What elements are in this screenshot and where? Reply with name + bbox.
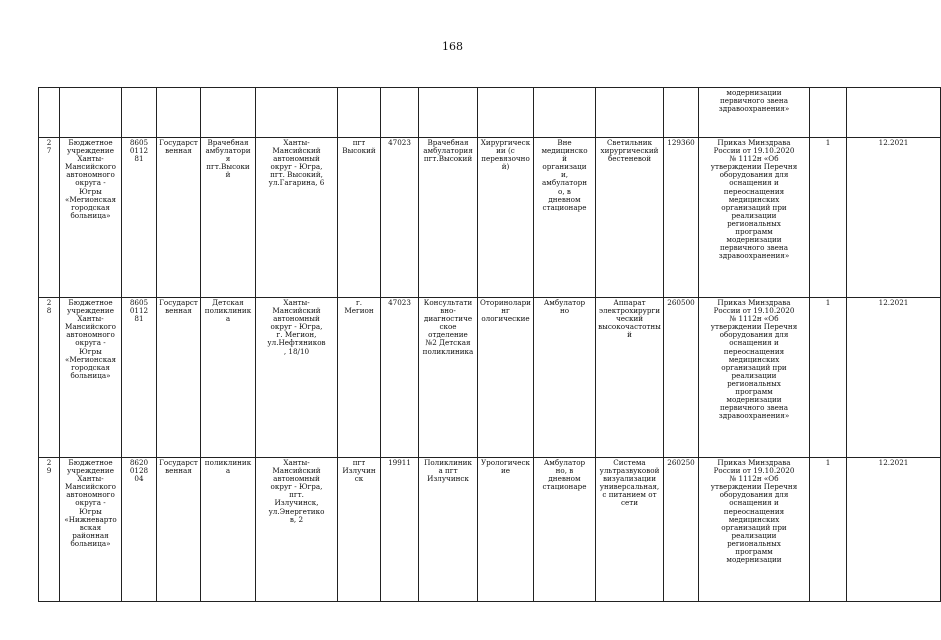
oktmo-code: 19911: [388, 458, 411, 467]
cell-oktmo: [381, 88, 419, 138]
cell-type: [201, 88, 256, 138]
cell-inn: [122, 458, 157, 602]
cell-equipment: [596, 298, 664, 458]
legal-basis: Приказ Минздрава России от 19.10.2020 № 1112н «Об утверждении Перечня оборудования для оснащения и переоснащения медицинских организаций при реализации региональных программ модернизации первичного звена здравоохранения»: [710, 138, 798, 261]
unit-name: Поликлиник а пгт Излучинск: [424, 458, 472, 484]
delivery-date: 12.2021: [878, 458, 909, 467]
equipment-name: Светильник хирургический бестеневой: [600, 138, 659, 164]
cell-profile: [478, 298, 534, 458]
care-conditions: Вне медицинско й организаци и, амбулаторн о, в дневном стационаре: [541, 138, 588, 212]
cell-org: [60, 88, 122, 138]
cell-qty: [810, 458, 847, 602]
org-name: Бюджетное учреждение Ханты- Мансийского автономного округа - Югры «Мегионская городская больница»: [64, 138, 117, 220]
table-row: [39, 138, 941, 298]
cell-basis: [699, 138, 810, 298]
settlement: пгт Высокий: [342, 138, 376, 156]
ownership-form: Государст венная: [159, 458, 198, 476]
cell-conditions: [534, 458, 596, 602]
cell-org: [60, 298, 122, 458]
quantity: 1: [825, 138, 831, 147]
inn: 8605 0112 81: [129, 298, 149, 324]
cell-address: [256, 458, 338, 602]
basis-text: модернизации первичного звена здравоохранения»: [718, 88, 790, 114]
legal-basis: Приказ Минздрава России от 19.10.2020 № 1112н «Об утверждении Перечня оборудования для оснащения и переоснащения медицинских организаций при реализации региональных программ модернизации: [710, 458, 798, 565]
table-row-carryover: [39, 88, 941, 138]
cell-basis: [699, 458, 810, 602]
cell-equipment: [596, 138, 664, 298]
settlement: г. Мегион: [344, 298, 374, 316]
care-conditions: Амбулатор но, в дневном стационаре: [542, 458, 587, 492]
cell-equipment: [596, 88, 664, 138]
legal-basis: Приказ Минздрава России от 19.10.2020 № 1112н «Об утверждении Перечня оборудования для оснащения и переоснащения медицинских организаций при реализации региональных программ модернизации первичного звена здравоохранения»: [710, 298, 798, 421]
cell-qty: [810, 138, 847, 298]
cell-inn: [122, 88, 157, 138]
cell-settlement: [338, 298, 381, 458]
equipment-name: Аппарат электрохирурги ческий высокочастотны й: [598, 298, 661, 340]
medical-profile: Урологическ ие: [480, 458, 531, 476]
page-number: 168: [442, 40, 463, 53]
delivery-date: 12.2021: [878, 298, 909, 307]
care-conditions: Амбулатор но: [543, 298, 586, 316]
cell-org: [60, 138, 122, 298]
cell-type: [201, 458, 256, 602]
cell-inn: [122, 138, 157, 298]
cell-address: [256, 298, 338, 458]
org-name: Бюджетное учреждение Ханты- Мансийского автономного округа - Югры «Нижневарто вская районная больница»: [64, 458, 117, 548]
cell-date: [847, 458, 941, 602]
cell-num: [39, 138, 60, 298]
equipment-table: [38, 87, 941, 602]
cell-form: [157, 138, 201, 298]
cell-price: [664, 138, 699, 298]
cell-conditions: [534, 138, 596, 298]
cell-qty: [810, 298, 847, 458]
cell-unit: [419, 138, 478, 298]
cell-price: [664, 88, 699, 138]
facility-type: поликлиник а: [204, 458, 252, 476]
cell-price: [664, 298, 699, 458]
cell-oktmo: [381, 458, 419, 602]
delivery-date: 12.2021: [878, 138, 909, 147]
price: 260250: [667, 458, 695, 467]
facility-type: Врачебная амбулатори я пгт.Высоки й: [205, 138, 251, 180]
facility-type: Детская поликлиник а: [204, 298, 252, 324]
table-row: [39, 298, 941, 458]
cell-unit: [419, 88, 478, 138]
unit-name: Консультати вно- диагностиче ское отделение №2 Детская поликлиника: [422, 298, 474, 356]
cell-oktmo: [381, 138, 419, 298]
price: 260500: [667, 298, 695, 307]
cell-type: [201, 298, 256, 458]
cell-basis: [699, 298, 810, 458]
cell-form: [157, 298, 201, 458]
cell-date: [847, 298, 941, 458]
address: Ханты- Мансийский автономный округ - Югра, пгт. Излучинск, ул.Энергетико в, 2: [268, 458, 325, 524]
cell-num: [39, 298, 60, 458]
row-number: 2 7: [46, 138, 52, 156]
equipment-name: Система ультразвуковой визуализации универсальная, с питанием от сети: [599, 458, 660, 508]
row-number: 2 8: [46, 298, 52, 316]
address: Ханты- Мансийский автономный округ - Югра, пгт. Высокий, ул.Гагарина, 6: [268, 138, 325, 188]
cell-address: [256, 88, 338, 138]
cell-org: [60, 458, 122, 602]
cell-price: [664, 458, 699, 602]
cell-date: [847, 138, 941, 298]
quantity: 1: [825, 298, 831, 307]
cell-type: [201, 138, 256, 298]
price: 129360: [667, 138, 695, 147]
quantity: 1: [825, 458, 831, 467]
cell-qty: [810, 88, 847, 138]
cell-profile: [478, 458, 534, 602]
unit-name: Врачебная амбулатория пгт.Высокий: [423, 138, 473, 164]
ownership-form: Государст венная: [159, 298, 198, 316]
cell-num: [39, 458, 60, 602]
cell-unit: [419, 458, 478, 602]
oktmo-code: 47023: [388, 138, 411, 147]
cell-inn: [122, 298, 157, 458]
cell-oktmo: [381, 298, 419, 458]
table-row: [39, 458, 941, 602]
cell-unit: [419, 298, 478, 458]
cell-basis: [699, 88, 810, 138]
cell-address: [256, 138, 338, 298]
settlement: пгт Излучин ск: [342, 458, 376, 484]
ownership-form: Государст венная: [159, 138, 198, 156]
cell-profile: [478, 88, 534, 138]
cell-settlement: [338, 88, 381, 138]
inn: 8620 0128 04: [129, 458, 149, 484]
org-name: Бюджетное учреждение Ханты- Мансийского автономного округа - Югры «Мегионская городская больница»: [64, 298, 117, 380]
medical-profile: Оториноларинг ологические: [480, 298, 531, 324]
cell-conditions: [534, 298, 596, 458]
medical-profile: Хирургическ ии (с перевязочно й): [480, 138, 531, 172]
row-number: 2 9: [46, 458, 52, 476]
cell-form: [157, 458, 201, 602]
cell-conditions: [534, 88, 596, 138]
cell-profile: [478, 138, 534, 298]
cell-num: [39, 88, 60, 138]
cell-equipment: [596, 458, 664, 602]
cell-settlement: [338, 138, 381, 298]
cell-form: [157, 88, 201, 138]
oktmo-code: 47023: [388, 298, 411, 307]
cell-settlement: [338, 458, 381, 602]
cell-date: [847, 88, 941, 138]
inn: 8605 0112 81: [129, 138, 149, 164]
address: Ханты- Мансийский автономный округ - Югра, г. Мегион, ул.Нефтяников , 18/10: [267, 298, 326, 356]
